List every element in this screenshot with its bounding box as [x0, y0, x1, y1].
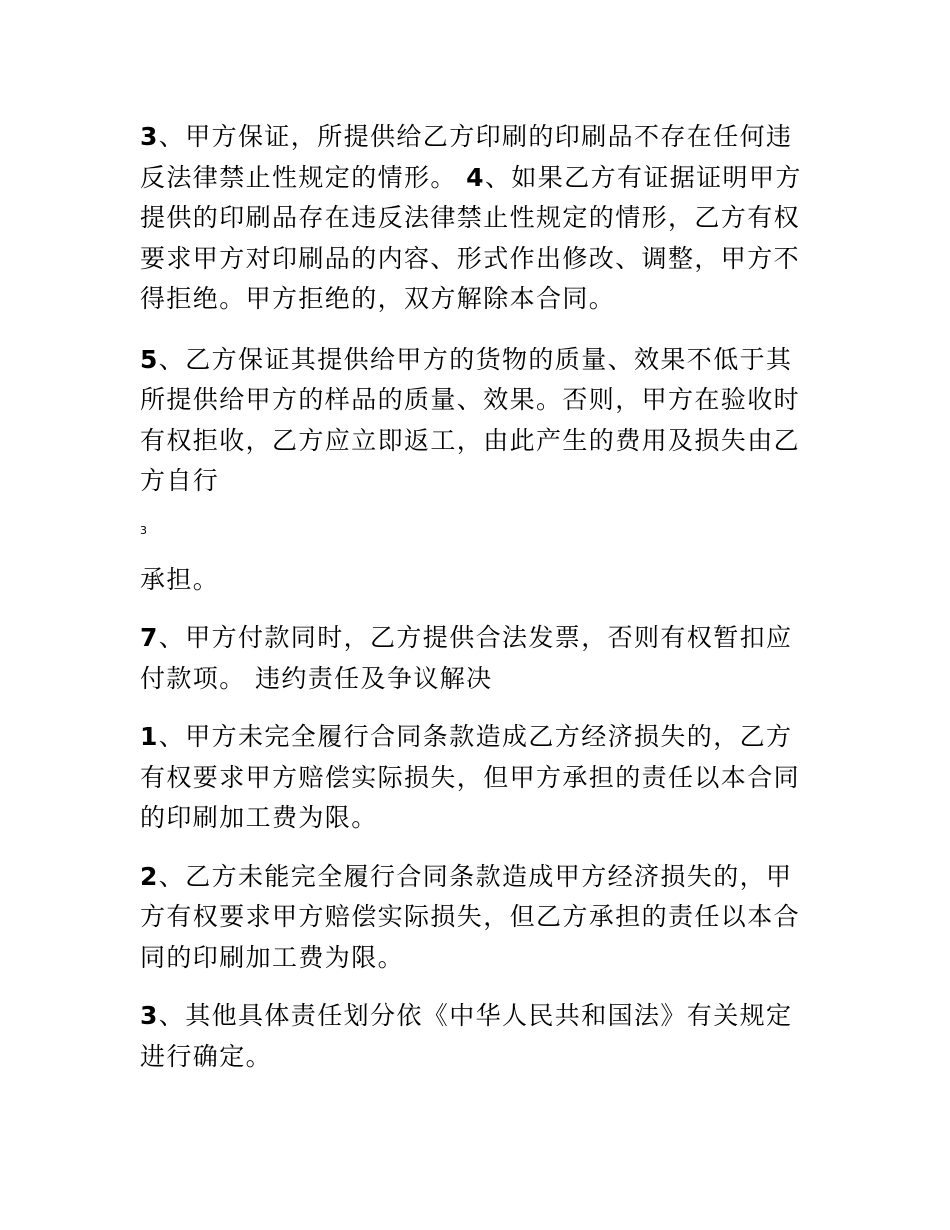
paragraph-clause-5	[140, 340, 812, 502]
continuation-text: 承担。	[140, 564, 220, 594]
clause-text: 、乙方未能完全履行合同条款造成甲方经济损失的，甲方有权要求甲方赔偿实际损失，但乙方承担的责任以本合同的印刷加工费为限。	[140, 861, 801, 972]
clause-number: 3	[140, 1001, 159, 1030]
paragraph-clause-3-4	[140, 117, 812, 320]
clause-text: 、甲方未完全履行合同条款造成乙方经济损失的，乙方有权要求甲方赔偿实际损失，但甲方承担的责任以本合同的印刷加工费为限。	[140, 722, 801, 832]
clause-text: 、其他具体责任划分依《中华人民共和国法》有关规定进行确定。	[140, 1001, 793, 1071]
page-number: 3	[140, 523, 147, 537]
clause-number: 2	[140, 861, 159, 891]
paragraph-liability-2	[140, 857, 812, 979]
document-page	[140, 117, 812, 1077]
clause-text: 、乙方保证其提供给甲方的货物的质量、效果不低于其所提供给甲方的样品的质量、效果。否则，甲方在验收时有权拒收，乙方应立即返工，由此产生的费用及损失由乙方自行	[140, 344, 801, 495]
clause-number: 3	[140, 122, 159, 151]
paragraph-liability-3	[140, 996, 812, 1077]
clause-text: 、如果乙方有证据证明甲方提供的印刷品存在违反法律禁止性规定的情形，乙方有权要求甲方对印刷品的内容、形式作出修改、调整，甲方不得拒绝。甲方拒绝的，双方解除本合同。	[140, 162, 802, 313]
clause-number: 7	[140, 623, 159, 652]
clause-text: 、甲方付款同时，乙方提供合法发票，否则有权暂扣应付款项。 违约责任及争议解决	[140, 623, 793, 693]
clause-number: 4	[466, 162, 485, 192]
paragraph-clause-7	[140, 618, 812, 699]
clause-text: 、甲方保证，所提供给乙方印刷的印刷品不存在任何违反法律禁止性规定的情形。	[140, 122, 793, 192]
paragraph-liability-1	[140, 717, 812, 839]
clause-number: 5	[140, 344, 159, 374]
clause-number: 1	[140, 722, 159, 751]
